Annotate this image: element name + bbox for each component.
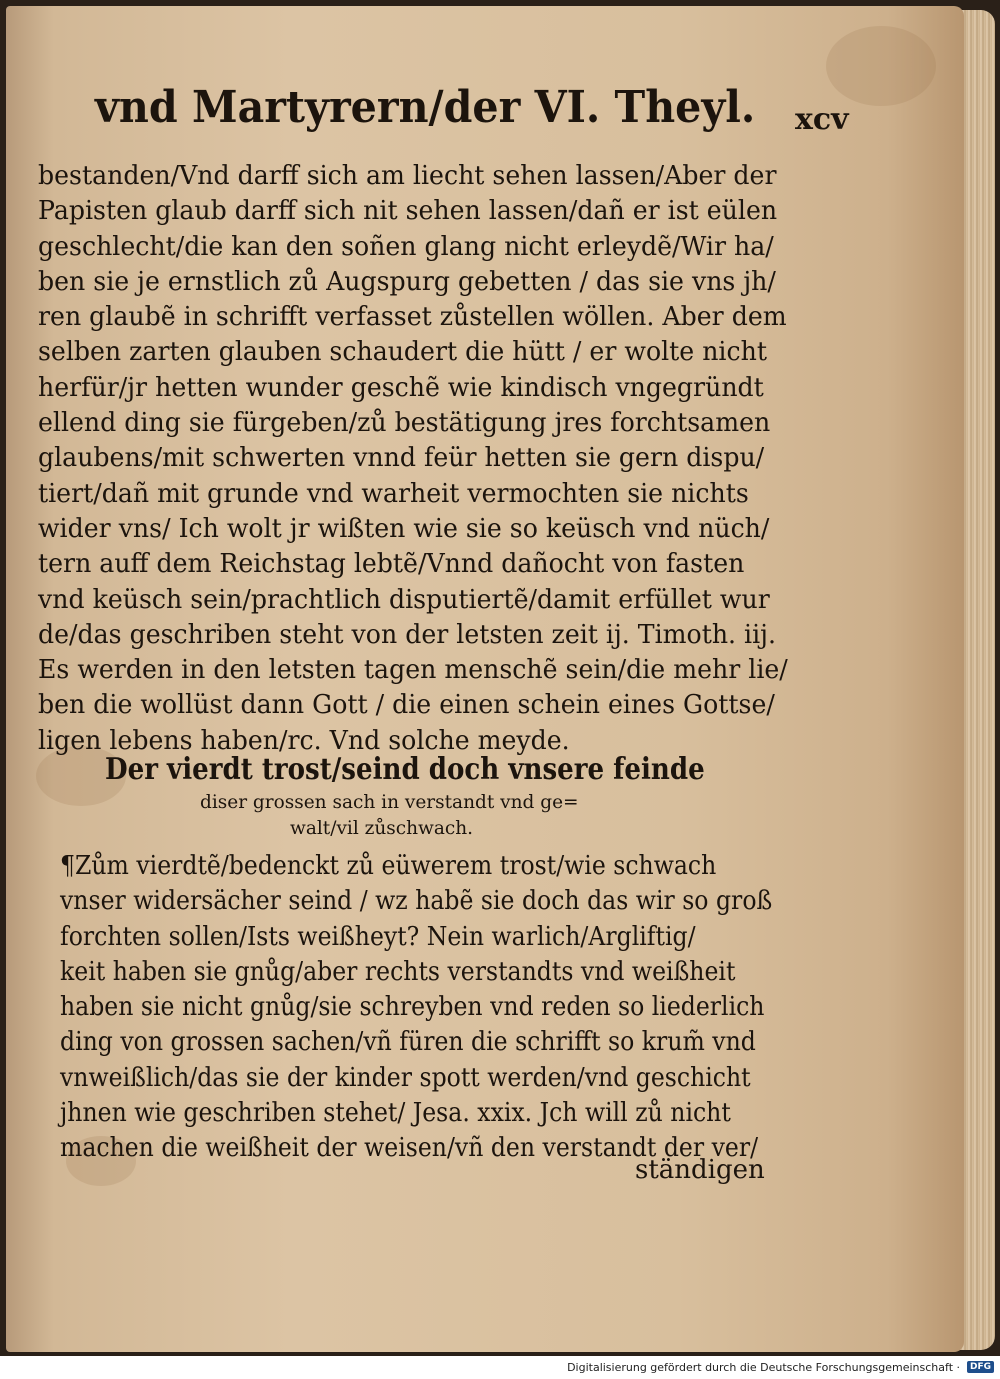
- text-line: keit haben sie gnůg/aber rechts verstandts vnd weißheit: [60, 955, 736, 987]
- section-subheading-line-2: walt/vil zůschwach.: [290, 818, 474, 839]
- text-line: de/das geschriben steht von der letsten zeit ij. Timoth. iij.: [38, 618, 776, 650]
- text-line: ¶Zům vierdtẽ/bedenckt zů eüwerem trost/wie schwach: [60, 850, 717, 881]
- running-title: vnd Martyrern/der VI. Theyl.: [95, 82, 756, 133]
- funding-credit: Digitalisierung gefördert durch die Deutsche Forschungsgemeinschaft ·: [567, 1361, 960, 1374]
- folio-number: xcv: [795, 102, 849, 137]
- text-line: ben die wollüst dann Gott / die einen schein eines Gottse/: [38, 689, 775, 721]
- text-line: ben sie je ernstlich zů Augspurg gebetten / das sie vns jh/: [38, 265, 776, 297]
- text-line: bestanden/Vnd darff sich am liecht sehen lassen/Aber der: [38, 160, 777, 191]
- body-text-bottom: [60, 848, 772, 1166]
- text-line: vnweißlich/das sie der kinder spott werden/vnd geschicht: [60, 1061, 751, 1093]
- text-line: forchten sollen/Ists weißheyt? Nein warlich/Argliftig/: [60, 920, 696, 952]
- text-line: ellend ding sie fürgeben/zů bestätigung jres forchtsamen: [38, 407, 771, 439]
- section-subheading-line-1: diser grossen sach in verstandt vnd ge=: [200, 792, 579, 813]
- text-line: Es werden in den letsten tagen menschẽ sein/die mehr lie/: [38, 654, 788, 686]
- text-line: geschlecht/die kan den soñen glang nicht erleydẽ/Wir ha/: [38, 230, 774, 262]
- text-line: machen die weißheit der weisen/vñ den verstandt der ver/: [60, 1132, 759, 1164]
- catchword: ständigen: [635, 1155, 765, 1185]
- text-line: tiert/dañ mit grunde vnd warheit vermochten sie nichts: [38, 477, 749, 509]
- text-line: glaubens/mit schwerten vnnd feür hetten sie gern dispu/: [38, 442, 765, 474]
- body-text-top: [38, 158, 788, 758]
- text-line: haben sie nicht gnůg/sie schreyben vnd reden so liederlich: [60, 991, 765, 1023]
- text-line: ren glaubẽ in schrifft verfasset zůstellen wöllen. Aber dem: [38, 301, 787, 333]
- text-line: wider vns/ Ich wolt jr wißten wie sie so keüsch vnd nüch/: [38, 512, 770, 544]
- text-line: Papisten glaub darff sich nit sehen lassen/dañ er ist eülen: [38, 195, 778, 227]
- text-line: jhnen wie geschriben stehet/ Jesa. xxix. Jch will zů nicht: [60, 1097, 731, 1129]
- text-line: herfür/jr hetten wunder geschẽ wie kindisch vngegründt: [38, 371, 764, 403]
- text-line: tern auff dem Reichstag lebtẽ/Vnnd dañocht von fasten: [38, 548, 745, 580]
- paper-stain: [826, 26, 936, 106]
- text-line: vnser widersächer seind / wz habẽ sie doch das wir so groß: [60, 885, 773, 917]
- text-line: vnd keüsch sein/prachtlich disputiertẽ/damit erfüllet wur: [38, 583, 770, 615]
- text-line: ding von grossen sachen/vñ füren die schrifft so krum̃ vnd: [60, 1026, 756, 1058]
- dfg-logo: DFG: [967, 1361, 994, 1373]
- digitization-footer: [0, 1356, 1000, 1379]
- text-line: selben zarten glauben schaudert die hütt / er wolte nicht: [38, 336, 767, 368]
- text-line: ligen lebens haben/rc. Vnd solche meyde.: [38, 724, 570, 756]
- section-heading: Der vierdt trost/seind doch vnsere feinde: [105, 752, 705, 787]
